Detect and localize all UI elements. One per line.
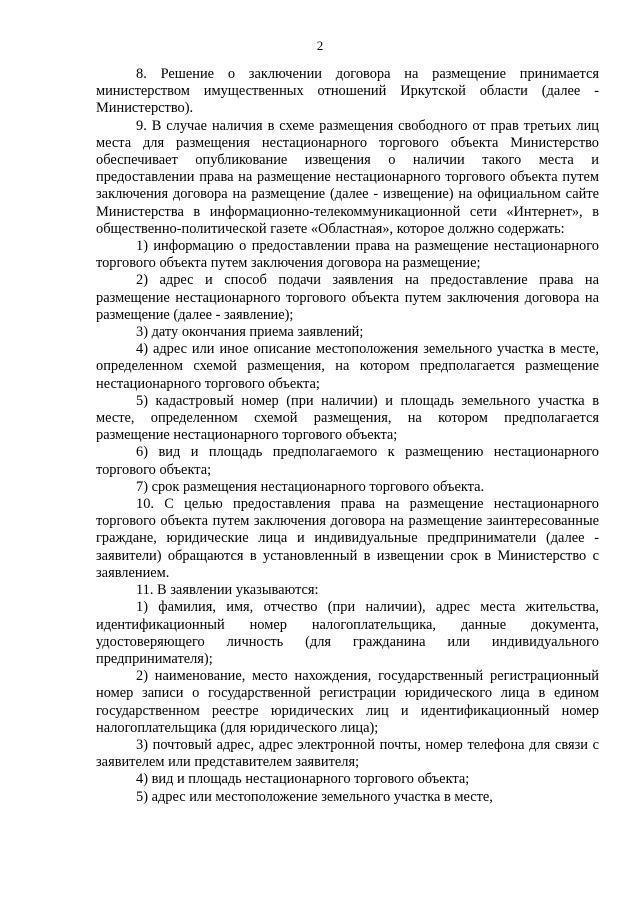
list-item: 1) информацию о предоставлении права на размещение нестационарного торгового объекта путем заключения договора на размещение; (96, 238, 599, 272)
list-item: 2) адрес и способ подачи заявления на предоставление права на размещение нестационарного торгового объекта путем заключения договора на размещение (далее - заявление); (96, 272, 599, 323)
document-body (96, 66, 599, 806)
list-item: 6) вид и площадь предполагаемого к размещению нестационарного торгового объекта; (96, 444, 599, 478)
paragraph-10: 10. С целью предоставления права на размещение нестационарного торгового объекта путем заключения договора на размещение заинтересованные граждане, юридические лица и индивидуальные предприниматели (далее - заявители) обращаются в установленный в извещении срок в Министерство с заявлением. (96, 496, 599, 581)
paragraph-8: 8. Решение о заключении договора на размещение принимается министерством имущественных отношений Иркутской области (далее - Министерство). (96, 66, 599, 117)
list-item: 7) срок размещения нестационарного торгового объекта. (136, 478, 485, 495)
page-number: 2 (316, 38, 324, 53)
list-item: 5) адрес или местоположение земельного участка в месте, (136, 788, 493, 805)
list-item: 4) адрес или иное описание местоположения земельного участка в месте, определенном схемой размещения, на котором предполагается размещение нестационарного торгового объекта; (96, 341, 599, 392)
paragraph-11: 11. В заявлении указываются: (136, 582, 319, 599)
paragraph-9: 9. В случае наличия в схеме размещения свободного от прав третьих лиц места для размещения нестационарного торгового объекта Министерство обеспечивает опубликование извещения о наличии такого места и предоставлении права на размещение нестационарного торгового объекта путем заключения договора на размещение (далее - извещение) на официальном сайте Министерства в информационно-телекоммуникационной сети «Интернет», в общественно-политической газете «Областная», которое должно содержать: (96, 117, 599, 237)
list-item: 3) почтовый адрес, адрес электронной почты, номер телефона для связи с заявителем или представителем заявителя; (96, 736, 599, 771)
list-item: 2) наименование, место нахождения, государственный регистрационный номер записи о государственной регистрации юридического лица в едином государственном реестре юридических лиц и идентификационный номер налогоплательщика (для юридического лица); (96, 668, 599, 736)
list-item: 4) вид и площадь нестационарного торгового объекта; (136, 771, 470, 788)
list-item: 3) дату окончания приема заявлений; (136, 324, 364, 341)
list-item: 5) кадастровый номер (при наличии) и площадь земельного участка в месте, определенном схемой размещения, на котором предполагается размещение нестационарного торгового объекта; (96, 392, 599, 444)
list-item: 1) фамилия, имя, отчество (при наличии), адрес места жительства, идентификационный номер налогоплательщика, данные документа, удостоверяющего личность (для гражданина или индивидуального предпринимателя); (96, 599, 599, 667)
